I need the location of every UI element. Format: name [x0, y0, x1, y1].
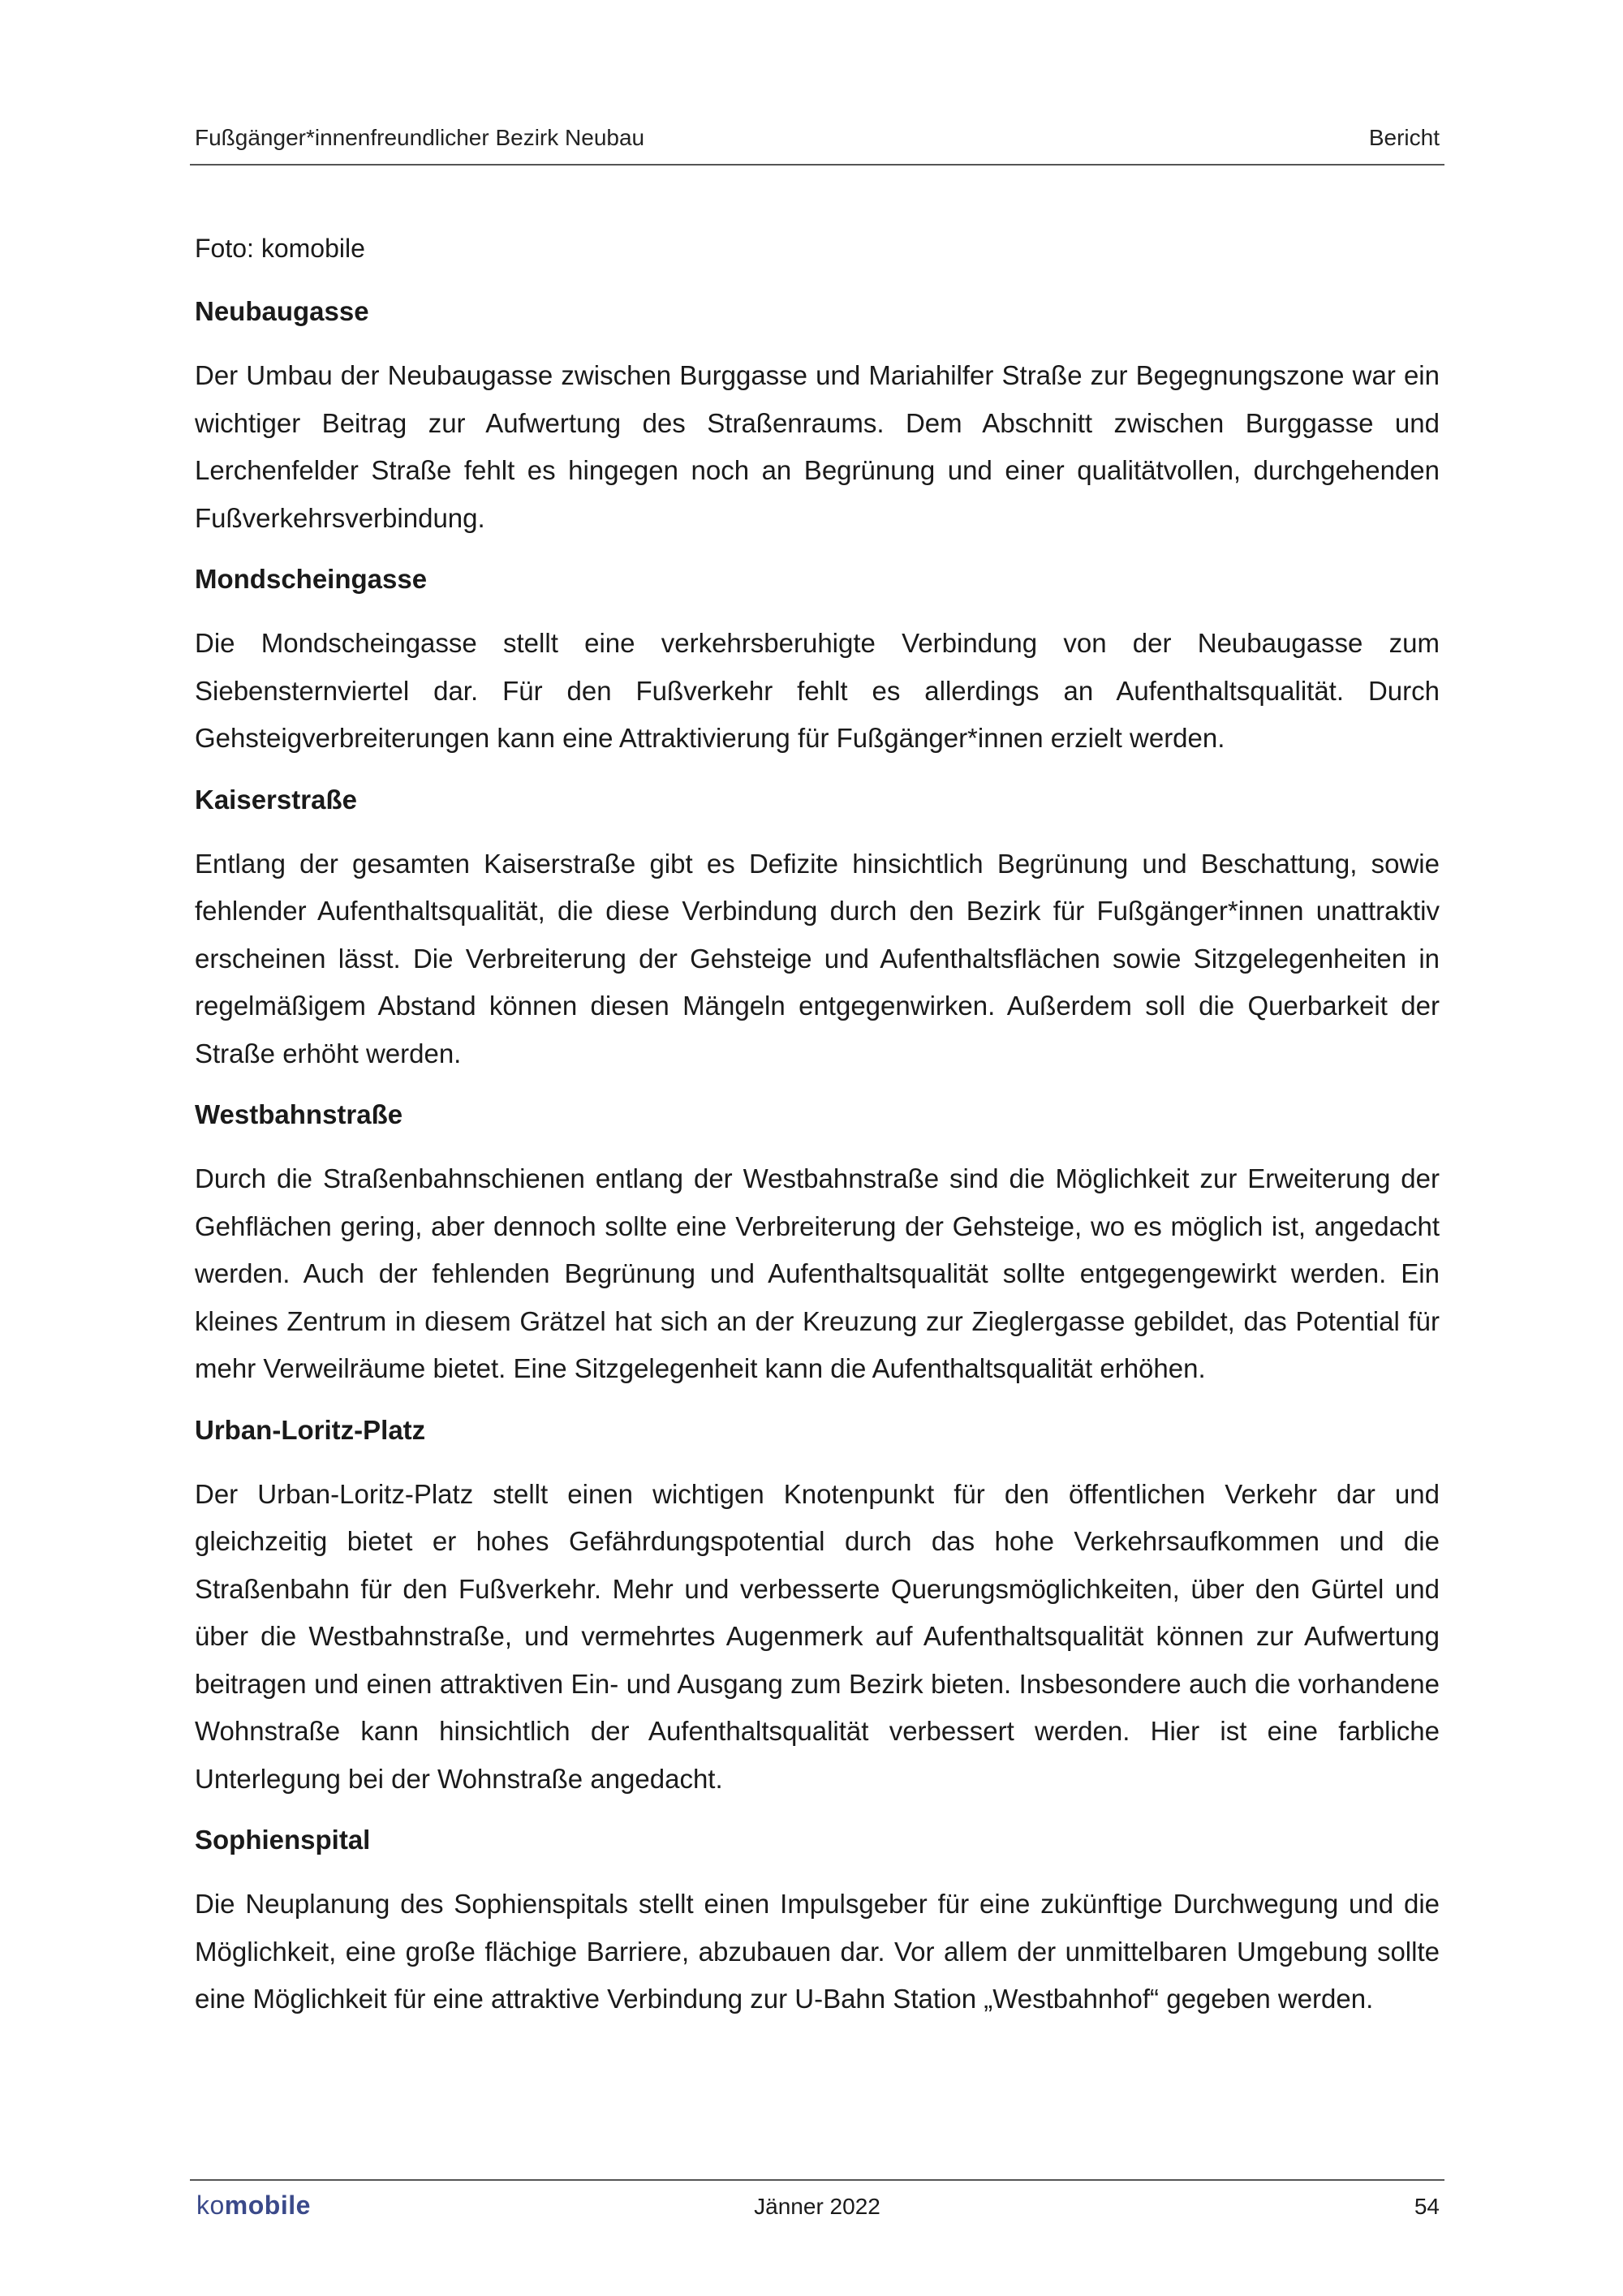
header-document-type: Bericht [1368, 125, 1440, 150]
page-footer [190, 2179, 1444, 2229]
section-heading: Mondscheingasse [195, 564, 428, 594]
page-header [190, 122, 1444, 166]
section-westbahnstrasse [195, 1095, 1440, 1393]
section-paragraph: Durch die Straßenbahnschienen entlang der Westbahnstraße sind die Möglichkeit zur Erweiterung der Gehflächen gering, aber dennoch sollte eine Verbreiterung der Gehsteige, wo es möglich ist, angedacht werden. Auch der fehlenden Begrünung und Aufenthaltsqualität sollte entgegengewirkt werden. Ein kleines Zentrum in diesem Grätzel hat sich an der Kreuzung zur Zieglergasse gebildet, das Potential für mehr Verweilräume bietet. Eine Sitzgelegenheit kann die Aufenthaltsqualität erhöhen. [195, 1163, 1440, 1383]
section-heading: Urban-Loritz-Platz [195, 1414, 426, 1445]
section-paragraph: Die Mondscheingasse stellt eine verkehrsberuhigte Verbindung von der Neubaugasse zum Siebensternviertel dar. Für den Fußverkehr fehlt es allerdings an Aufenthaltsqualität. Durch Gehsteigverbreiterungen kann eine Attraktivierung für Fußgänger*innen erzielt werden. [195, 628, 1440, 753]
section-mondscheingasse [195, 560, 1440, 763]
section-sophienspital [195, 1821, 1440, 2023]
header-title: Fußgänger*innenfreundlicher Bezirk Neubau [195, 125, 645, 150]
section-heading: Sophienspital [195, 1825, 371, 1855]
section-heading: Kaiserstraße [195, 784, 357, 815]
section-heading: Westbahnstraße [195, 1099, 403, 1129]
section-urban-loritz-platz [195, 1411, 1440, 1804]
section-heading: Neubaugasse [195, 296, 369, 326]
footer-date: Jänner 2022 [754, 2194, 880, 2219]
section-paragraph: Entlang der gesamten Kaiserstraße gibt es Defizite hinsichtlich Begrünung und Beschattung, sowie fehlender Aufenthaltsqualität, die diese Verbindung durch den Bezirk für Fußgänger*innen unattraktiv erscheinen lässt. Die Verbreiterung der Gehsteige und Aufenthaltsflächen sowie Sitzgelegenheiten in regelmäßigem Abstand können diesen Mängeln entgegenwirken. Außerdem soll die Querbarkeit der Straße erhöht werden. [195, 848, 1440, 1068]
main-content [195, 229, 1440, 2041]
photo-caption: Foto: komobile [195, 234, 365, 263]
section-neubaugasse [195, 292, 1440, 542]
logo-part-ko: ko [196, 2191, 225, 2220]
section-paragraph: Der Umbau der Neubaugasse zwischen Burggasse und Mariahilfer Straße zur Begegnungszone war ein wichtiger Beitrag zur Aufwertung des Straßenraums. Dem Abschnitt zwischen Burggasse und Lerchenfelder Straße fehlt es hingegen noch an Begrünung und einer qualitätvollen, durchgehenden Fußverkehrsverbindung. [195, 360, 1440, 533]
logo-part-mobile: mobile [224, 2191, 311, 2220]
section-paragraph: Der Urban-Loritz-Platz stellt einen wichtigen Knotenpunkt für den öffentlichen Verkehr dar und gleichzeitig bietet er hohes Gefährdungspotential durch das hohe Verkehrsaufkommen und die Straßenbahn für den Fußverkehr. Mehr und verbesserte Querungsmöglichkeiten, über den Gürtel und über die Westbahnstraße, und vermehrtes Augenmerk auf Aufenthaltsqualität können zur Aufwertung beitragen und einen attraktiven Ein- und Ausgang zum Bezirk bieten. Insbesondere auch die vorhandene Wohnstraße kann hinsichtlich der Aufenthaltsqualität verbessert werden. Hier ist eine farbliche Unterlegung bei der Wohnstraße angedacht. [195, 1478, 1440, 1794]
section-kaiserstrasse [195, 780, 1440, 1078]
page-number: 54 [1414, 2194, 1440, 2219]
section-paragraph: Die Neuplanung des Sophienspitals stellt einen Impulsgeber für eine zukünftige Durchwegung und die Möglichkeit, eine große flächige Barriere, abzubauen dar. Vor allem der unmittelbaren Umgebung sollte eine Möglichkeit für eine attraktive Verbindung zur U-Bahn Station „Westbahnhof“ gegeben werden. [195, 1889, 1440, 2014]
